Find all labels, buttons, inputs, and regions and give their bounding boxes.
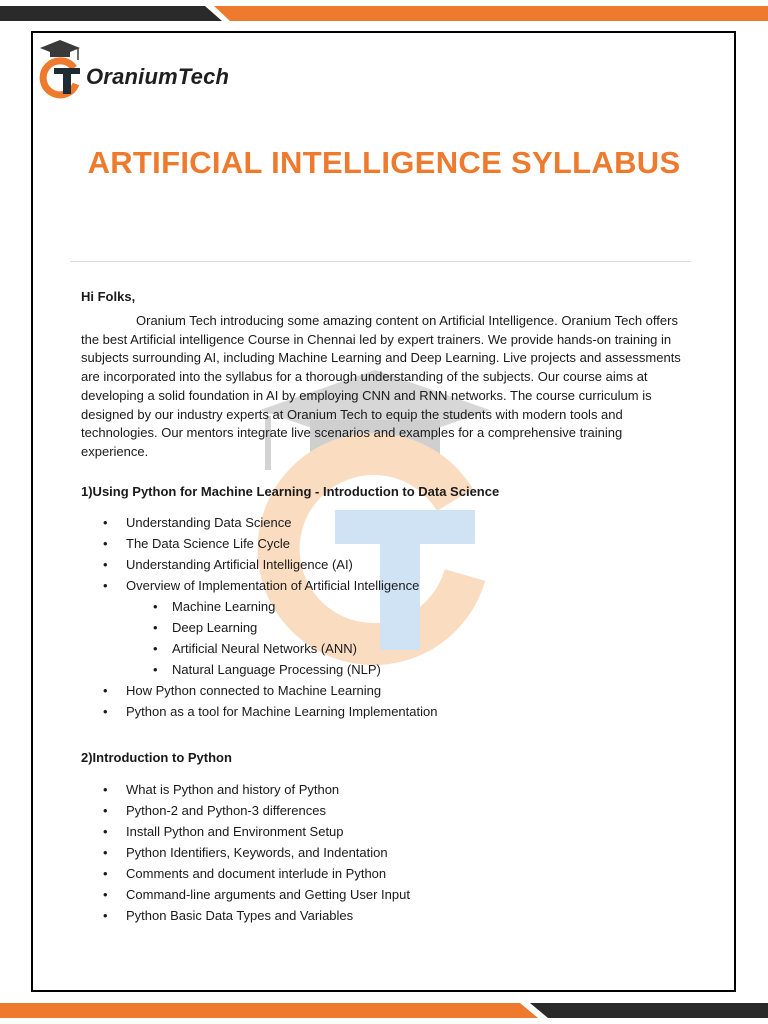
list-subitem: • Artificial Neural Networks (ANN) xyxy=(81,638,437,659)
list-subitem: • Machine Learning xyxy=(81,596,437,617)
list-item: • Python Basic Data Types and Variables xyxy=(81,905,410,926)
list-item: • Python-2 and Python-3 differences xyxy=(81,800,410,821)
list-item: • What is Python and history of Python xyxy=(81,779,410,800)
list-item: • Understanding Artificial Intelligence (AI) xyxy=(81,554,437,575)
section-list-python-ml xyxy=(81,512,437,722)
list-item: • Python as a tool for Machine Learning Implementation xyxy=(81,701,437,722)
list-subitem: • Natural Language Processing (NLP) xyxy=(81,659,437,680)
section-heading-python-ml: 1)Using Python for Machine Learning - Introduction to Data Science xyxy=(81,484,500,499)
section-list-intro-python xyxy=(81,779,410,926)
greeting: Hi Folks, xyxy=(81,289,136,304)
document-title: ARTIFICIAL INTELLIGENCE SYLLABUS xyxy=(87,145,681,180)
list-item: • Python Identifiers, Keywords, and Indentation xyxy=(81,842,410,863)
list-item: • Comments and document interlude in Python xyxy=(81,863,410,884)
list-item: • How Python connected to Machine Learning xyxy=(81,680,437,701)
section-heading-intro-python: 2)Introduction to Python xyxy=(81,750,232,765)
bottom-decorative-band xyxy=(0,1000,768,1024)
top-decorative-band xyxy=(0,0,768,24)
list-subitem: • Deep Learning xyxy=(81,617,437,638)
document-body xyxy=(81,288,681,923)
intro-paragraph: Oranium Tech introducing some amazing content on Artificial Intelligence. Oranium Tech offers the best Artificial intelligence Course in Chennai led by expert trainers. We provide hands-on training in subjects surrounding AI, including Machine Learning and Deep Learning. Live projects and assessments are incorporated into the syllabus for a thorough understanding of the subjects. Our course aims at developing a solid foundation in AI by employing CNN and RNN networks. The course curriculum is designed by our industry experts at Oranium Tech to equip the students with modern tools and technologies. Our mentors integrate live scenarios and examples for a comprehensive training experience. xyxy=(81,313,681,459)
list-item: • Understanding Data Science xyxy=(81,512,437,533)
list-item: • Install Python and Environment Setup xyxy=(81,821,410,842)
list-item: • Command-line arguments and Getting User Input xyxy=(81,884,410,905)
brand-name: OraniumTech xyxy=(86,64,230,89)
title-divider xyxy=(70,261,691,262)
list-item: • The Data Science Life Cycle xyxy=(81,533,437,554)
list-item: • Overview of Implementation of Artificial Intelligence xyxy=(81,575,437,596)
